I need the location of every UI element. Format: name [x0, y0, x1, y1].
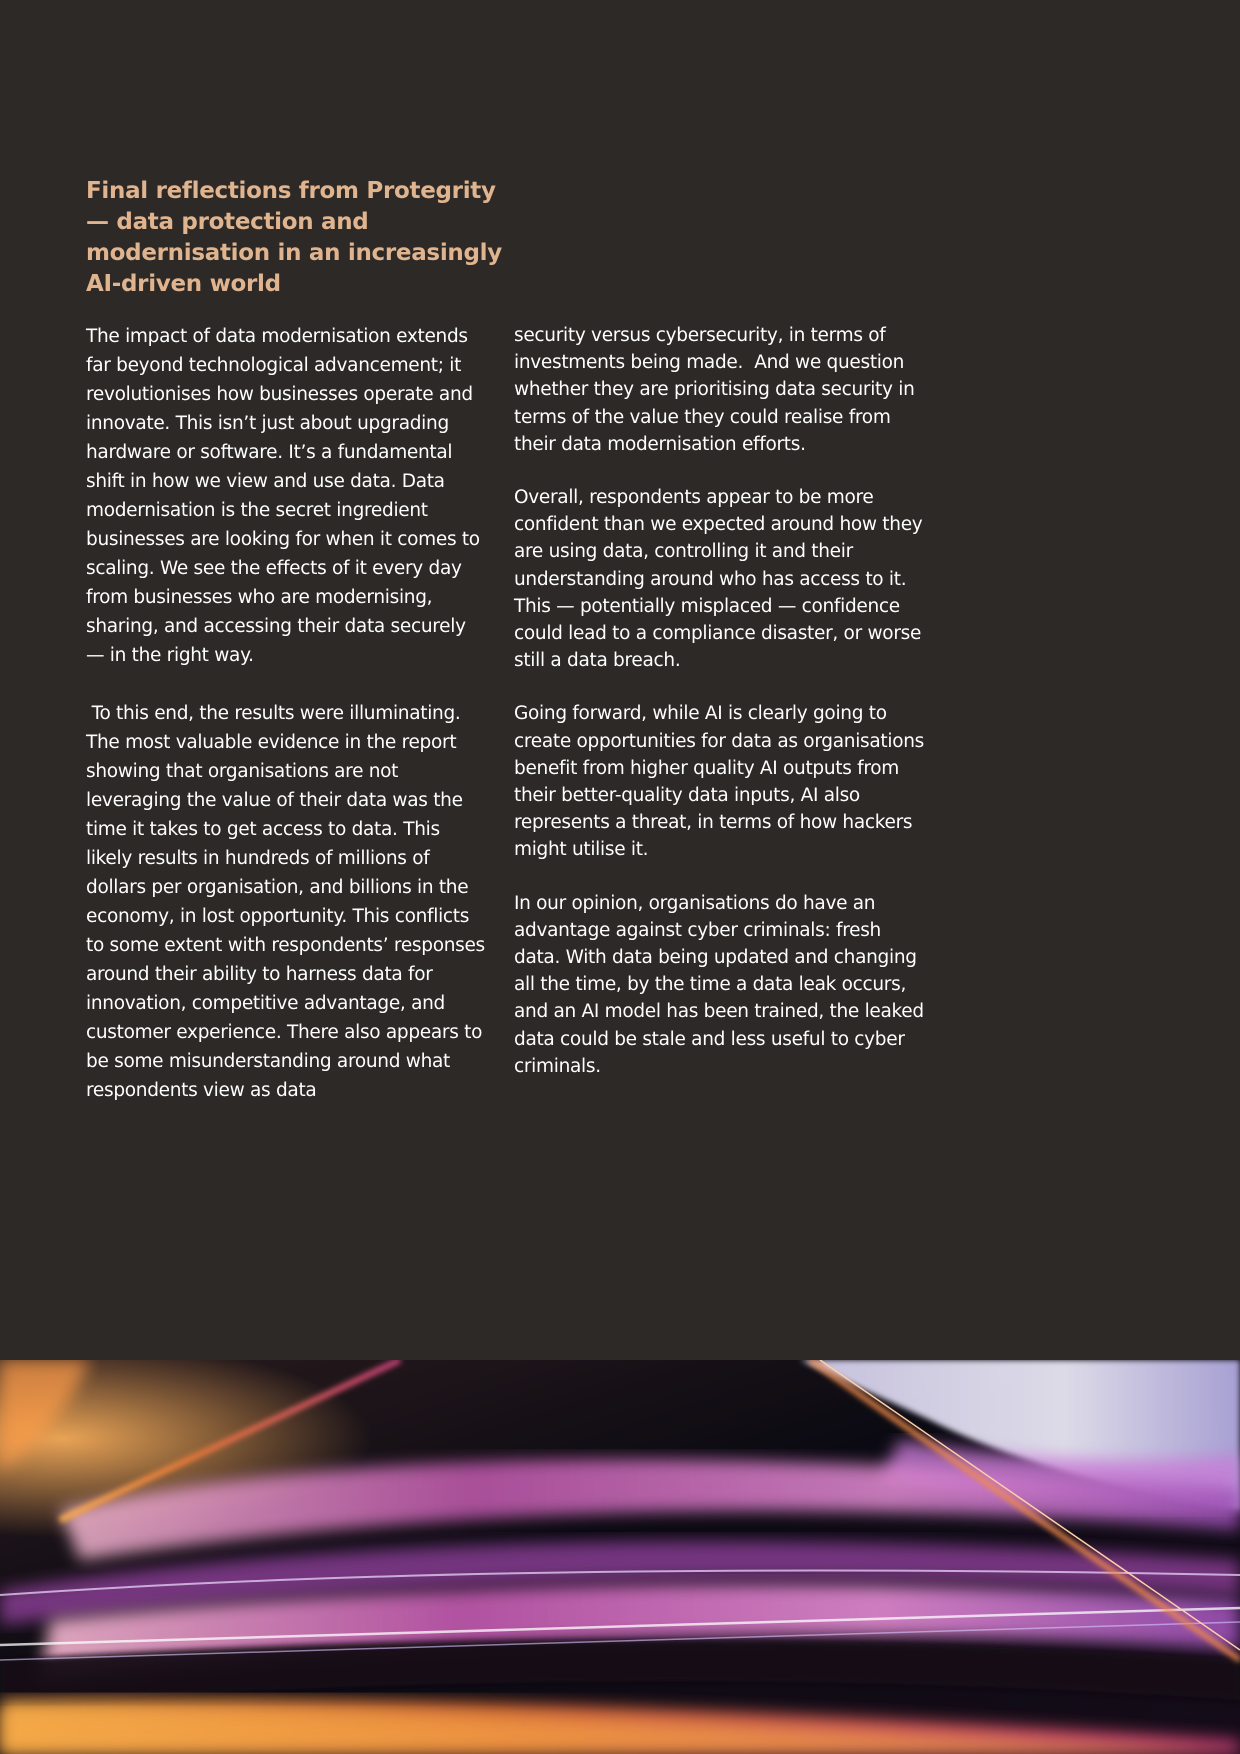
- paragraph: security versus cybersecurity, in terms of investments being made. And we question whether they are prioritising data security in terms of the value they could realise from their data modernisation efforts.: [514, 325, 921, 455]
- paragraph: Overall, respondents appear to be more confident than we expected around how they are using data, controlling it and their understanding around who has access to it. This — potentially misplaced — confidence could lead to a compliance disaster, or worse still a data breach.: [514, 487, 923, 672]
- paragraph: The impact of data modernisation extends far beyond technological advancement; it revolutionises how businesses operate and innovate. This isn’t just about upgrading hardware or software. It’s a fundamental shift in how we view and use data. Data modernisation is the secret ingredient businesses are looking for when it comes to scaling. We see the effects of it every day from businesses who are modernising, sharing, and accessing their data securely — in the right way.: [86, 326, 480, 666]
- paragraph: Going forward, while AI is clearly going to create opportunities for data as organisations benefit from higher quality AI outputs from their better-quality data inputs, AI also represents a threat, in terms of how hackers might utilise it.: [514, 703, 924, 861]
- paragraph: To this end, the results were illuminating. The most valuable evidence in the report showing that organisations are not leveraging the value of their data was the time it takes to get access to data. This likely results in hundreds of millions of dollars per organisation, and billions in the economy, in lost opportunity. This conflicts to some extent with respondents’ responses around their ability to harness data for innovation, competitive advantage, and customer experience. There also appears to be some misunderstanding around what respondents view as data: [86, 703, 491, 1101]
- abstract-light-streaks-image: [0, 1360, 1240, 1754]
- section-heading: Final reflections from Protegrity — data protection and modernisation in an increasingly AI-driven world: [86, 178, 502, 297]
- left-text-column: [86, 322, 491, 1105]
- right-text-column: [514, 322, 924, 1080]
- paragraph: In our opinion, organisations do have an advantage against cyber criminals: fresh data. With data being updated and changing all the time, by the time a data leak occurs, and an AI model has been trained, the leaked data could be stale and less useful to cyber criminals.: [514, 892, 924, 1077]
